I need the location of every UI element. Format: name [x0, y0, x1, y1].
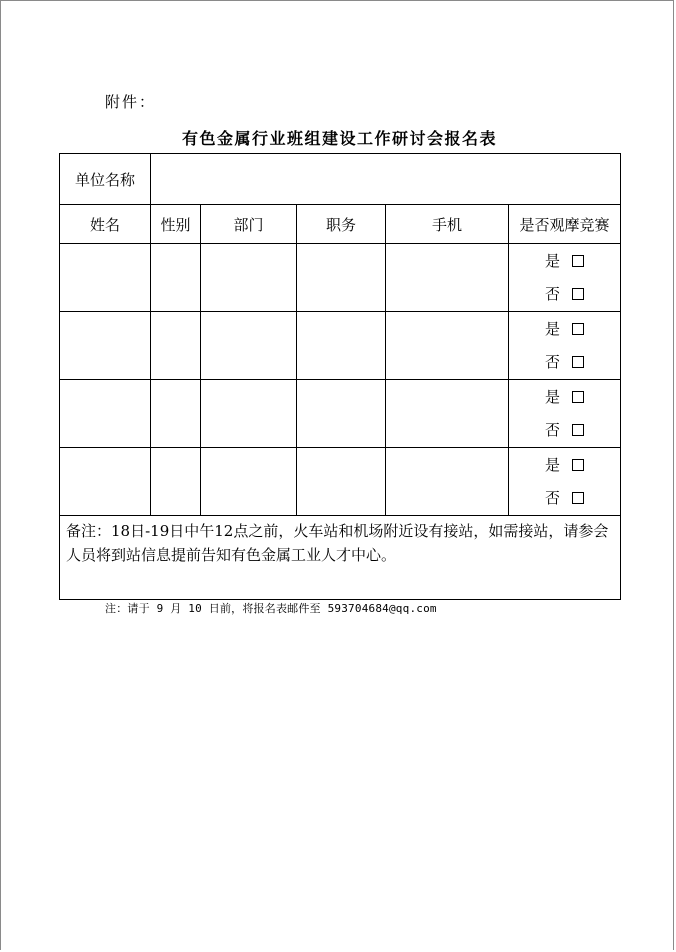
table-row	[60, 244, 621, 312]
position-cell[interactable]	[297, 448, 386, 516]
gender-cell[interactable]	[151, 312, 201, 380]
header-position: 职务	[297, 205, 386, 244]
yes-label: 是	[545, 455, 561, 474]
no-checkbox[interactable]	[572, 356, 584, 368]
yes-checkbox[interactable]	[572, 255, 584, 267]
yes-checkbox[interactable]	[572, 391, 584, 403]
yes-label: 是	[545, 319, 561, 338]
no-option	[509, 482, 584, 515]
yes-option	[509, 245, 584, 278]
gender-cell[interactable]	[151, 380, 201, 448]
header-observe: 是否观摩竞赛	[509, 205, 621, 244]
phone-cell[interactable]	[386, 312, 509, 380]
note-text: 备注：18日-19日中午12点之前，火车站和机场附近设有接站，如需接站，请参会人员将到站信息提前告知有色金属工业人才中心。	[60, 516, 621, 600]
department-cell[interactable]	[201, 312, 297, 380]
form-title: 有色金属行业班组建设工作研讨会报名表	[181, 129, 497, 148]
note-row	[60, 516, 621, 600]
yes-option	[509, 449, 584, 482]
position-cell[interactable]	[297, 312, 386, 380]
no-checkbox[interactable]	[572, 492, 584, 504]
no-option	[509, 414, 584, 447]
no-label: 否	[545, 284, 561, 303]
department-cell[interactable]	[201, 380, 297, 448]
attachment-label: 附件：	[105, 93, 157, 111]
no-option	[509, 346, 584, 379]
name-cell[interactable]	[60, 312, 151, 380]
phone-cell[interactable]	[386, 448, 509, 516]
yes-option	[509, 313, 584, 346]
gender-cell[interactable]	[151, 448, 201, 516]
header-department: 部门	[201, 205, 297, 244]
no-checkbox[interactable]	[572, 424, 584, 436]
name-cell[interactable]	[60, 380, 151, 448]
registration-table	[59, 153, 621, 600]
table-row	[60, 312, 621, 380]
no-label: 否	[545, 488, 561, 507]
observe-choice-cell	[509, 380, 621, 448]
phone-cell[interactable]	[386, 380, 509, 448]
yes-label: 是	[545, 387, 561, 406]
header-gender: 性别	[151, 205, 201, 244]
footnote: 注：请于 9 月 10 日前，将报名表邮件至 593704684@qq.com	[105, 602, 437, 615]
department-cell[interactable]	[201, 448, 297, 516]
header-row	[60, 205, 621, 244]
observe-choice-cell	[509, 312, 621, 380]
table-row	[60, 448, 621, 516]
no-checkbox[interactable]	[572, 288, 584, 300]
observe-choice-cell	[509, 244, 621, 312]
header-phone: 手机	[386, 205, 509, 244]
name-cell[interactable]	[60, 448, 151, 516]
position-cell[interactable]	[297, 244, 386, 312]
name-cell[interactable]	[60, 244, 151, 312]
header-name: 姓名	[60, 205, 151, 244]
no-label: 否	[545, 420, 561, 439]
phone-cell[interactable]	[386, 244, 509, 312]
observe-choice-cell	[509, 448, 621, 516]
yes-checkbox[interactable]	[572, 323, 584, 335]
unit-row	[60, 154, 621, 205]
unit-name-field[interactable]	[151, 154, 621, 205]
yes-option	[509, 381, 584, 414]
no-option	[509, 278, 584, 311]
yes-checkbox[interactable]	[572, 459, 584, 471]
gender-cell[interactable]	[151, 244, 201, 312]
unit-name-label: 单位名称	[60, 154, 151, 205]
table-row	[60, 380, 621, 448]
department-cell[interactable]	[201, 244, 297, 312]
position-cell[interactable]	[297, 380, 386, 448]
no-label: 否	[545, 352, 561, 371]
yes-label: 是	[545, 251, 561, 270]
